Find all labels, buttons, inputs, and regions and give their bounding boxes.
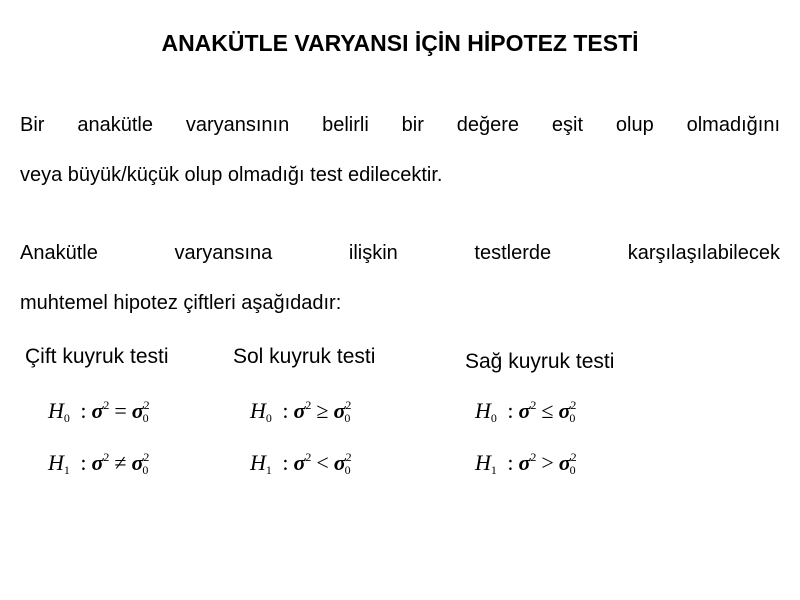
- two-tailed-h0-formula: $H_0$ : $\sigma^2 = \sigma^2_0$: [48, 398, 150, 425]
- pairs-line-1: Anakütle varyansına ilişkin testlerde karşılaşılabilecek: [20, 242, 780, 264]
- right-tailed-test-label: Sağ kuyruk testi: [465, 350, 615, 373]
- pairs-line-2: muhtemel hipotez çiftleri aşağıdadır:: [20, 292, 342, 314]
- intro-paragraph: [20, 100, 780, 200]
- two-tailed-test-label: Çift kuyruk testi: [25, 345, 169, 368]
- left-tailed-h0-formula: $H_0$ : $\sigma^2 \ge \sigma^2_0$: [250, 398, 352, 425]
- right-tailed-h1-formula: $H_1$ : $\sigma^2 > \sigma^2_0$: [475, 450, 577, 477]
- left-tailed-test-label: Sol kuyruk testi: [233, 345, 376, 368]
- left-tailed-h1-formula: $H_1$ : $\sigma^2 < \sigma^2_0$: [250, 450, 352, 477]
- right-tailed-h0-formula: $H_0$ : $\sigma^2 \le \sigma^2_0$: [475, 398, 577, 425]
- slide-title: ANAKÜTLE VARYANSI İÇİN HİPOTEZ TESTİ: [161, 30, 639, 56]
- intro-line-2: veya büyük/küçük olup olmadığı test edilecektir.: [20, 164, 443, 186]
- hypothesis-pairs-paragraph: [20, 228, 780, 328]
- two-tailed-h1-formula: $H_1$ : $\sigma^2 \ne \sigma^2_0$: [48, 450, 150, 477]
- intro-line-1: Bir anakütle varyansının belirli bir değere eşit olup olmadığını: [20, 114, 780, 136]
